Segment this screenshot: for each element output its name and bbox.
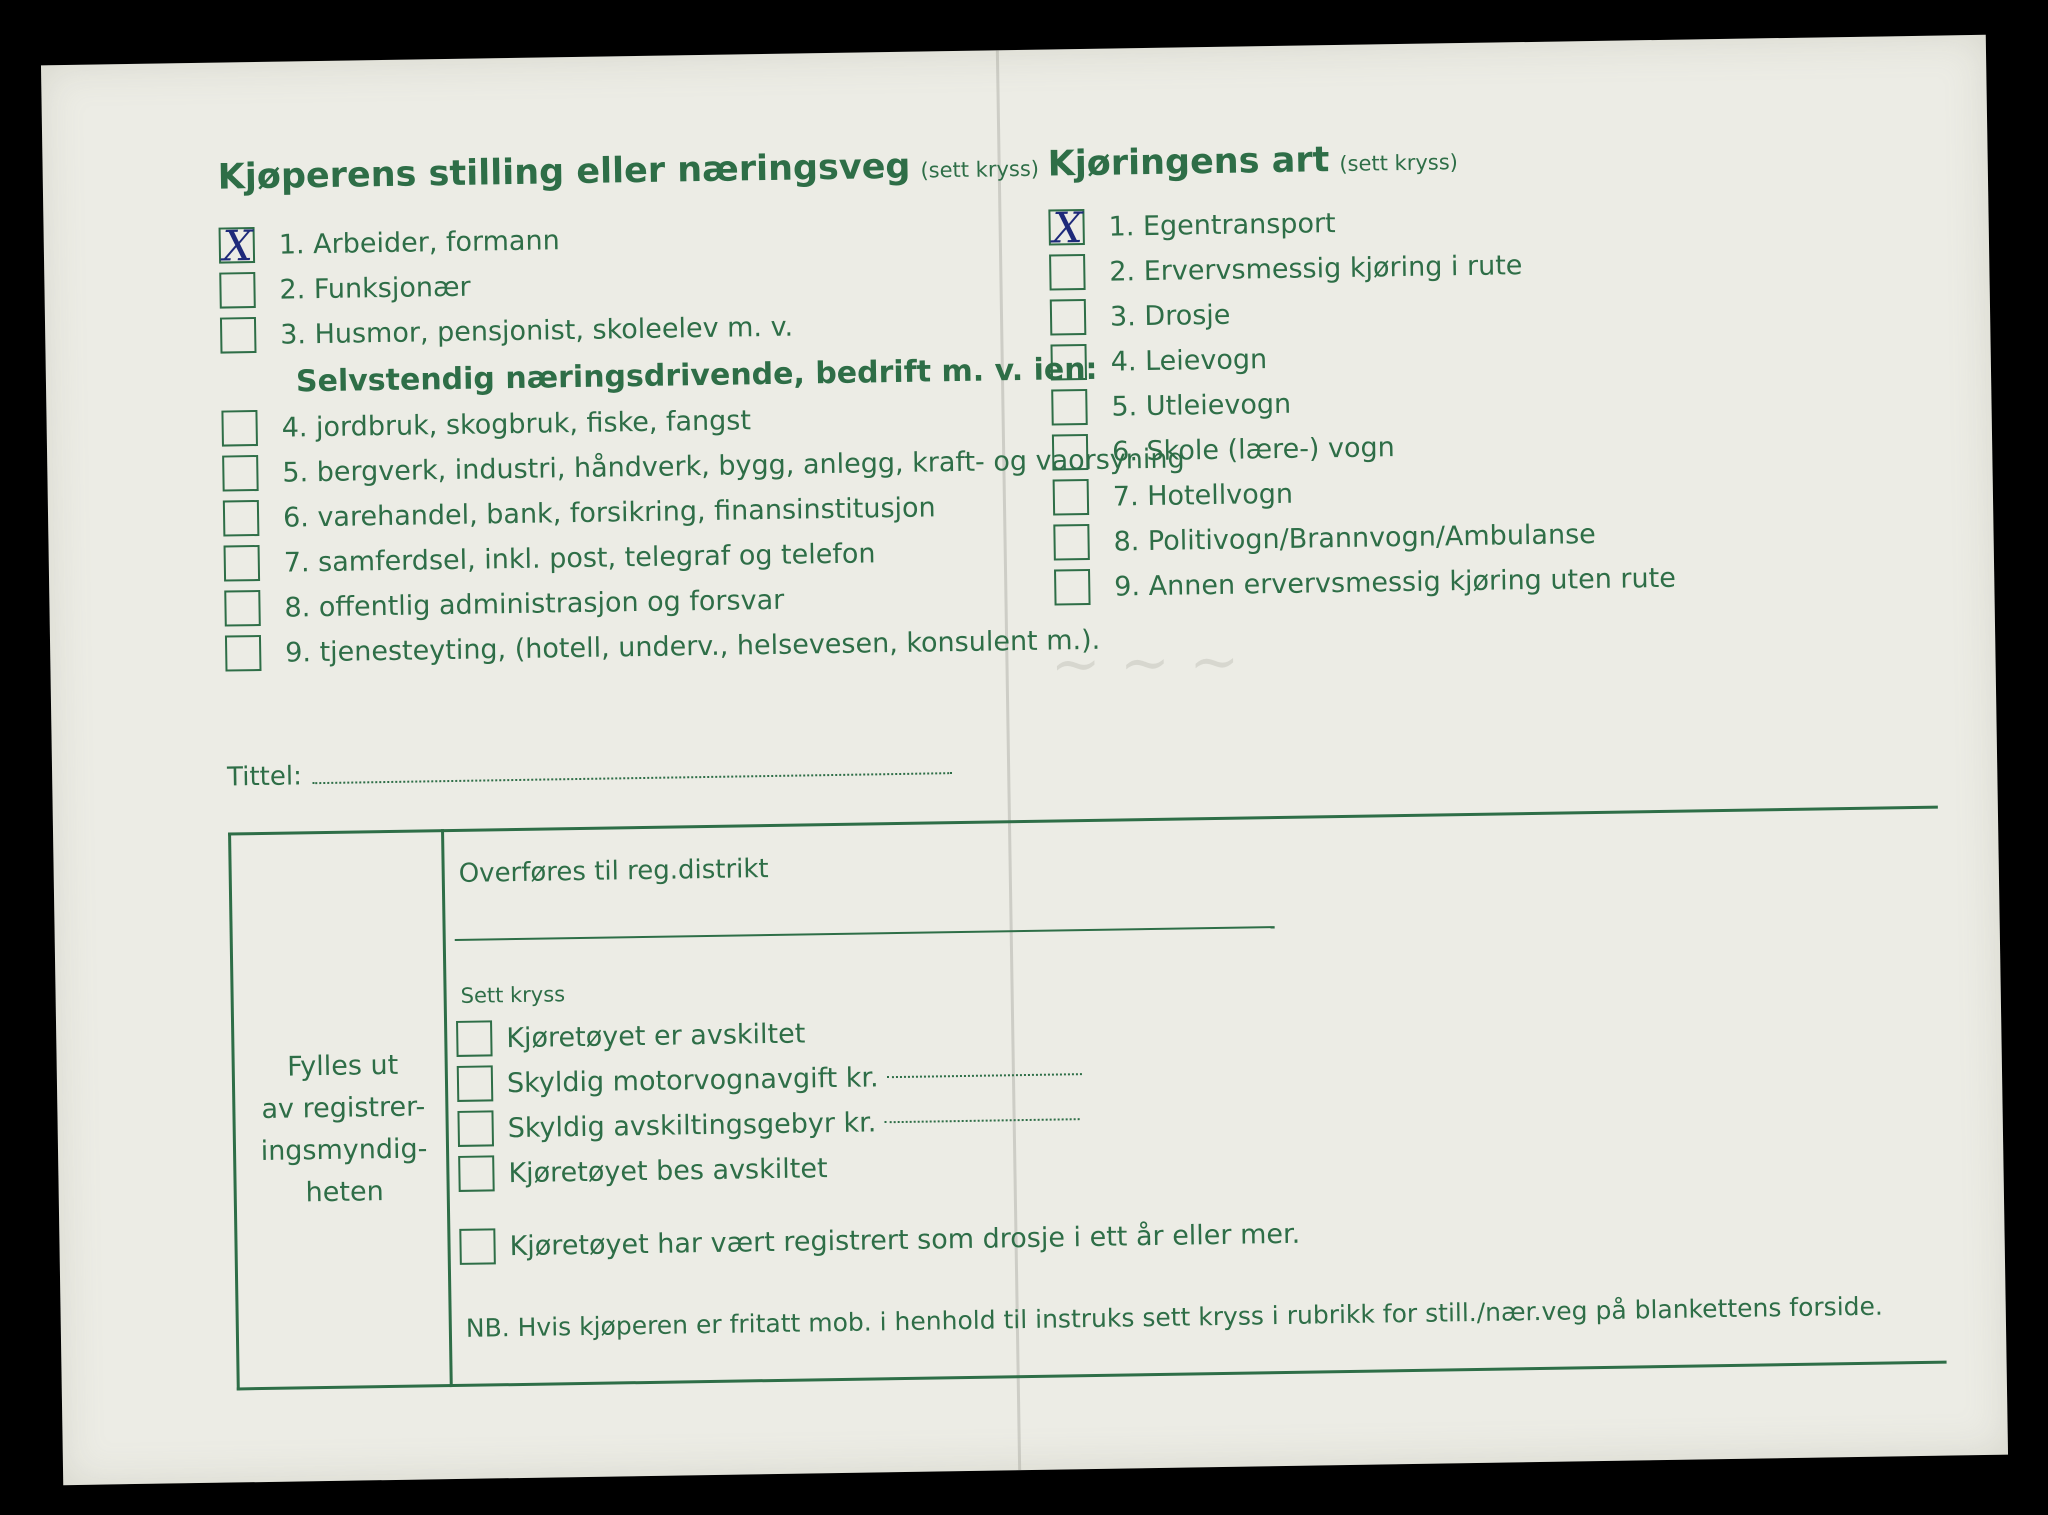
check-label: Kjøretøyet bes avskiltet xyxy=(508,1152,828,1189)
right-option-9[interactable] xyxy=(1054,560,1676,606)
check-label: Kjøretøyet er avskiltet xyxy=(506,1017,806,1054)
tittel-field[interactable] xyxy=(227,751,952,792)
checkbox[interactable] xyxy=(222,455,259,492)
option-label: 1. Arbeider, formann xyxy=(278,224,560,261)
checkbox[interactable] xyxy=(223,500,260,537)
checkbox[interactable] xyxy=(459,1228,496,1265)
right-option-7[interactable] xyxy=(1053,476,1294,516)
check-label: Kjøretøyet har vært registrert som drosje i ett år eller mer. xyxy=(509,1218,1301,1262)
right-title-text: Kjøringens art xyxy=(1047,140,1330,185)
amount-dotted-line[interactable] xyxy=(884,1118,1079,1123)
option-label: 8. Politivogn/Brannvogn/Ambulanse xyxy=(1113,518,1596,558)
checkbox[interactable] xyxy=(1054,569,1091,606)
sett-kryss-label: Sett kryss xyxy=(460,982,566,1008)
checkbox[interactable] xyxy=(456,1020,493,1057)
left-option-2[interactable] xyxy=(219,269,471,309)
right-section-title xyxy=(1047,138,1458,184)
left-option-9[interactable] xyxy=(225,622,1101,672)
checkbox[interactable] xyxy=(1051,389,1088,426)
option-label: 3. Drosje xyxy=(1109,299,1231,333)
left-option-8[interactable] xyxy=(224,582,784,627)
handwritten-x-mark: X xyxy=(1052,203,1083,253)
left-option-5[interactable] xyxy=(222,440,1185,491)
checkbox[interactable] xyxy=(457,1065,494,1102)
left-option-4[interactable] xyxy=(221,402,751,446)
box-bottom-border xyxy=(237,1361,1947,1391)
checkbox[interactable] xyxy=(1048,203,1085,253)
checkbox[interactable] xyxy=(221,410,258,447)
registry-check-1[interactable] xyxy=(456,1015,806,1056)
option-label: 2. Funksjonær xyxy=(279,271,471,306)
self-employed-subheading: Selvstendig næringsdrivende, bedrift m. v. ien: xyxy=(295,351,1098,400)
checkbox[interactable] xyxy=(1053,479,1090,516)
checkbox[interactable] xyxy=(225,635,262,672)
right-option-5[interactable] xyxy=(1051,386,1291,426)
option-label: 4. Leievogn xyxy=(1110,343,1268,378)
checkbox[interactable] xyxy=(458,1155,495,1192)
show-through-handwriting: ~ ~ ~ xyxy=(1049,626,1240,700)
option-label: 9. Annen ervervsmessig kjøring uten rute xyxy=(1114,562,1677,603)
checkbox[interactable] xyxy=(1049,254,1086,291)
left-title-hint: (sett kryss) xyxy=(920,156,1040,183)
left-title-text: Kjøperens stilling eller næringsveg xyxy=(217,146,911,198)
option-label: 1. Egentransport xyxy=(1108,207,1336,243)
handwritten-x-mark: X xyxy=(222,221,254,271)
left-option-3[interactable] xyxy=(220,309,793,354)
right-title-hint: (sett kryss) xyxy=(1339,150,1459,176)
registry-check-4[interactable] xyxy=(458,1150,828,1192)
right-option-8[interactable] xyxy=(1053,516,1596,561)
option-label: 8. offentlig administrasjon og forsvar xyxy=(284,584,785,624)
tittel-dotted-line[interactable] xyxy=(312,772,952,784)
transfer-label: Overføres til reg.distrikt xyxy=(458,854,769,889)
registry-side-label xyxy=(242,1044,445,1214)
amount-dotted-line[interactable] xyxy=(887,1073,1082,1078)
right-option-1[interactable] xyxy=(1048,203,1336,253)
checkbox[interactable] xyxy=(1053,524,1090,561)
right-option-6[interactable] xyxy=(1052,429,1395,470)
right-option-3[interactable] xyxy=(1050,297,1231,336)
checkbox[interactable] xyxy=(219,221,256,271)
option-label: 7. samferdsel, inkl. post, telegraf og telefon xyxy=(283,537,876,579)
form-sheet xyxy=(41,35,2008,1485)
nb-note: NB. Hvis kjøperen er fritatt mob. i henhold til instruks sett kryss i rubrikk for still./nær.veg på blankettens forside. xyxy=(465,1291,1884,1343)
option-label: 6. varehandel, bank, forsikring, finansinstitusjon xyxy=(282,491,936,534)
checkbox[interactable] xyxy=(1052,434,1089,471)
registry-check-3[interactable] xyxy=(457,1101,1079,1147)
tittel-label: Tittel: xyxy=(226,761,303,793)
option-label: 9. tjenesteyting, (hotell, underv., helsevesen, konsulent m.). xyxy=(284,624,1101,669)
left-option-1[interactable] xyxy=(219,221,560,271)
transfer-input-line[interactable] xyxy=(455,926,1275,941)
registry-check-5[interactable] xyxy=(459,1216,1300,1265)
checkbox[interactable] xyxy=(219,272,256,309)
registry-check-2[interactable] xyxy=(457,1056,1082,1102)
checkbox[interactable] xyxy=(1050,299,1087,336)
checkbox[interactable] xyxy=(1050,344,1087,381)
side-line-2: av registrer- xyxy=(261,1091,426,1125)
option-label: 4. jordbruk, skogbruk, fiske, fangst xyxy=(281,404,752,444)
check-label: Skyldig motorvognavgift kr. xyxy=(506,1061,879,1099)
left-section-title xyxy=(217,145,1039,198)
option-label: 5. bergverk, industri, håndverk, bygg, anlegg, kraft- og vaorsyning xyxy=(282,442,1185,489)
option-label: 7. Hotellvogn xyxy=(1112,478,1294,513)
box-left-border xyxy=(228,832,240,1390)
right-option-2[interactable] xyxy=(1049,247,1523,290)
option-label: 3. Husmor, pensjonist, skoleelev m. v. xyxy=(279,311,794,351)
checkbox[interactable] xyxy=(224,590,261,627)
right-option-4[interactable] xyxy=(1050,341,1267,380)
box-top-border xyxy=(228,806,1938,836)
side-line-1: Fylles ut xyxy=(286,1049,399,1083)
side-line-4: heten xyxy=(305,1175,384,1208)
checkbox[interactable] xyxy=(220,317,257,354)
option-label: 2. Ervervsmessig kjøring i rute xyxy=(1109,249,1523,288)
check-label: Skyldig avskiltingsgebyr kr. xyxy=(507,1106,877,1144)
left-option-6[interactable] xyxy=(223,489,936,536)
checkbox[interactable] xyxy=(457,1110,494,1147)
checkbox[interactable] xyxy=(224,545,261,582)
side-line-3: ingsmyndig- xyxy=(260,1133,428,1167)
left-option-7[interactable] xyxy=(224,535,876,581)
option-label: 6. Skole (lære-) vogn xyxy=(1111,431,1396,468)
option-label: 5. Utleievogn xyxy=(1111,388,1292,423)
fold-crease xyxy=(996,50,1021,1470)
